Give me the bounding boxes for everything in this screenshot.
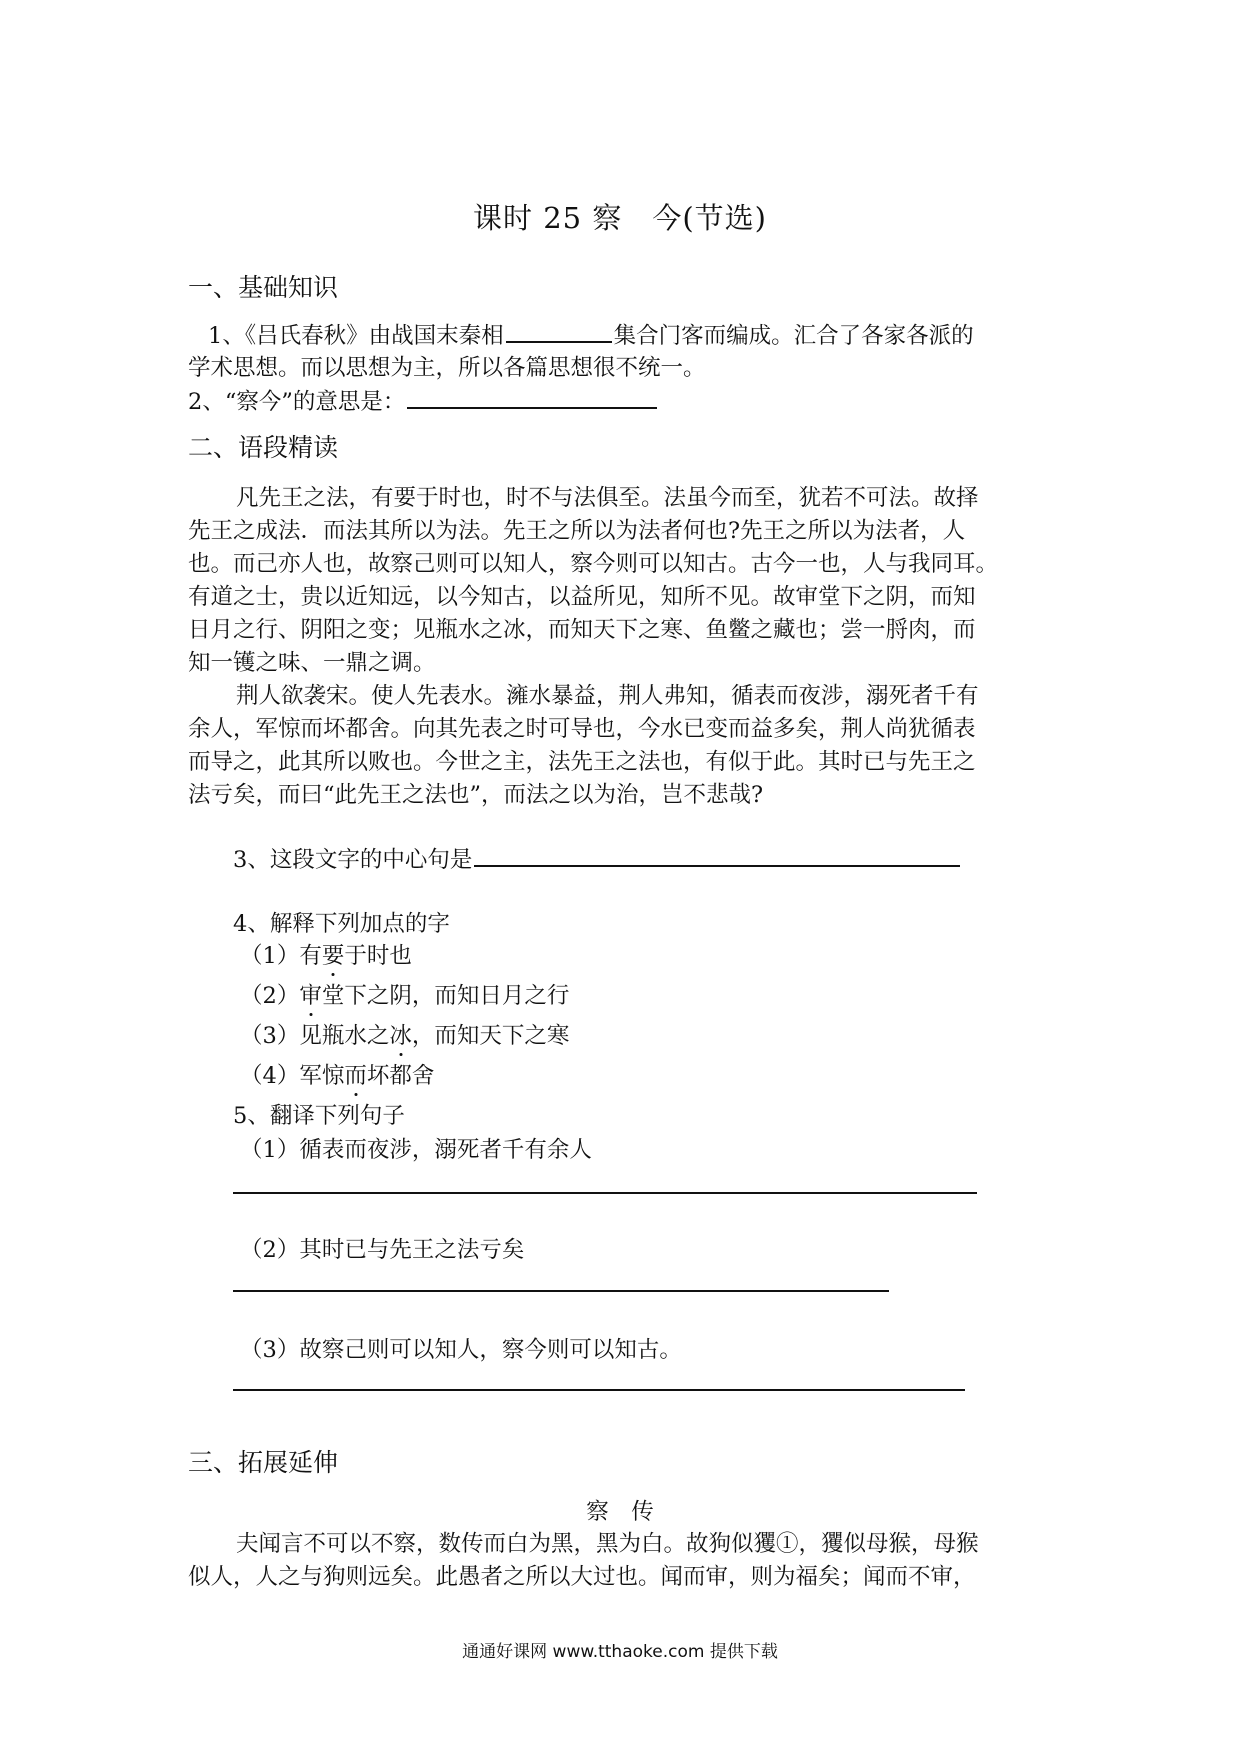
passage-line: 而导之，此其所以败也。今世之主，法先王之法也，有似于此。其时已与先王之	[188, 749, 976, 775]
section-heading-extension: 三、拓展延伸	[188, 1448, 339, 1477]
item-text: 堂下之阴，而知日月之行	[321, 983, 570, 1009]
answer-line-5-2	[233, 1290, 889, 1292]
passage-line: 先王之成法．而法其所以为法。先王之所以为法者何也?先王之所以为法者，人	[188, 518, 966, 544]
dotted-character: 冰	[389, 1023, 412, 1049]
question-4-item-2	[240, 978, 569, 1010]
question-4-item-3	[240, 1018, 569, 1050]
page-title: 课时 25 察 今(节选)	[473, 201, 767, 235]
question-2-text: 2、“察今”的意思是：	[188, 389, 406, 415]
question-5-item-1: （1）循表而夜涉，溺死者千有余人	[240, 1137, 592, 1163]
item-text: （2）	[240, 983, 300, 1009]
section-heading-basics: 一、基础知识	[188, 273, 339, 302]
question-1-line-1	[208, 318, 974, 350]
item-text: （3）见瓶水之	[240, 1023, 390, 1049]
answer-blank-1	[506, 340, 612, 343]
question-1-text-after: 集合门客而编成。汇合了各家各派的	[613, 323, 974, 349]
dotted-character: 审	[299, 983, 322, 1009]
extension-line: 夫闻言不可以不察，数传而白为黑，黑为白。故狗似玃①，玃似母猴，母猴	[236, 1531, 979, 1557]
passage-line: 也。而己亦人也，故察己则可以知人，察今则可以知古。古今一也，人与我同耳。	[188, 551, 999, 577]
passage-line: 有道之士，贵以近知远，以今知古，以益所见，知所不见。故审堂下之阴，而知	[188, 584, 976, 610]
item-text: 坏都舍	[366, 1063, 435, 1089]
item-text: 于时也	[344, 943, 412, 969]
passage-line: 知一镬之味、一鼎之调。	[188, 650, 436, 676]
item-text: （1）有	[240, 943, 322, 969]
dotted-character: 而	[344, 1063, 367, 1089]
answer-blank-3	[474, 864, 960, 867]
item-text: （4）军惊	[240, 1063, 345, 1089]
question-5-heading: 5、翻译下列句子	[233, 1103, 405, 1129]
question-3-text: 3、这段文字的中心句是	[233, 847, 473, 873]
question-3	[233, 842, 962, 874]
dotted-character: 要	[321, 943, 345, 969]
answer-line-5-3	[233, 1389, 965, 1391]
answer-blank-2	[407, 406, 657, 409]
question-5-item-3: （3）故察己则可以知人，察今则可以知古。	[240, 1337, 682, 1363]
section-heading-reading: 二、语段精读	[188, 433, 339, 462]
question-5-item-2: （2）其时已与先王之法亏矣	[240, 1237, 525, 1263]
question-1-text-before: 1、《吕氏春秋》由战国末秦相	[208, 323, 504, 349]
passage-line: 余人，军惊而坏都舍。向其先表之时可导也，今水已变而益多矣，荆人尚犹循表	[188, 716, 976, 742]
question-4-item-1	[240, 938, 412, 970]
extension-line: 似人，人之与狗则远矣。此愚者之所以大过也。闻而审，则为福矣；闻而不审，	[188, 1564, 976, 1590]
footer-text: 通通好课网 www.tthaoke.com 提供下载	[462, 1642, 778, 1662]
question-2	[188, 384, 659, 416]
passage-line: 法亏矣，而曰“此先王之法也”，而法之以为治，岂不悲哉?	[188, 782, 764, 808]
question-4-item-4	[240, 1058, 434, 1090]
passage-line: 日月之行、阴阳之变；见瓶水之冰，而知天下之寒、鱼鳖之藏也；尝一脟肉，而	[188, 617, 976, 643]
passage-line: 凡先王之法，有要于时也，时不与法俱至。法虽今而至，犹若不可法。故择	[236, 485, 979, 511]
passage-line: 荆人欲袭宋。使人先表水。澭水暴益，荆人弗知，循表而夜涉，溺死者千有	[236, 683, 979, 709]
question-1-line-2: 学术思想。而以思想为主，所以各篇思想很不统一。	[188, 355, 706, 381]
answer-line-5-1	[233, 1192, 977, 1194]
item-text: ，而知天下之寒	[411, 1023, 570, 1049]
extension-subtitle: 察 传	[586, 1499, 654, 1525]
question-4-heading: 4、解释下列加点的字	[233, 911, 450, 937]
